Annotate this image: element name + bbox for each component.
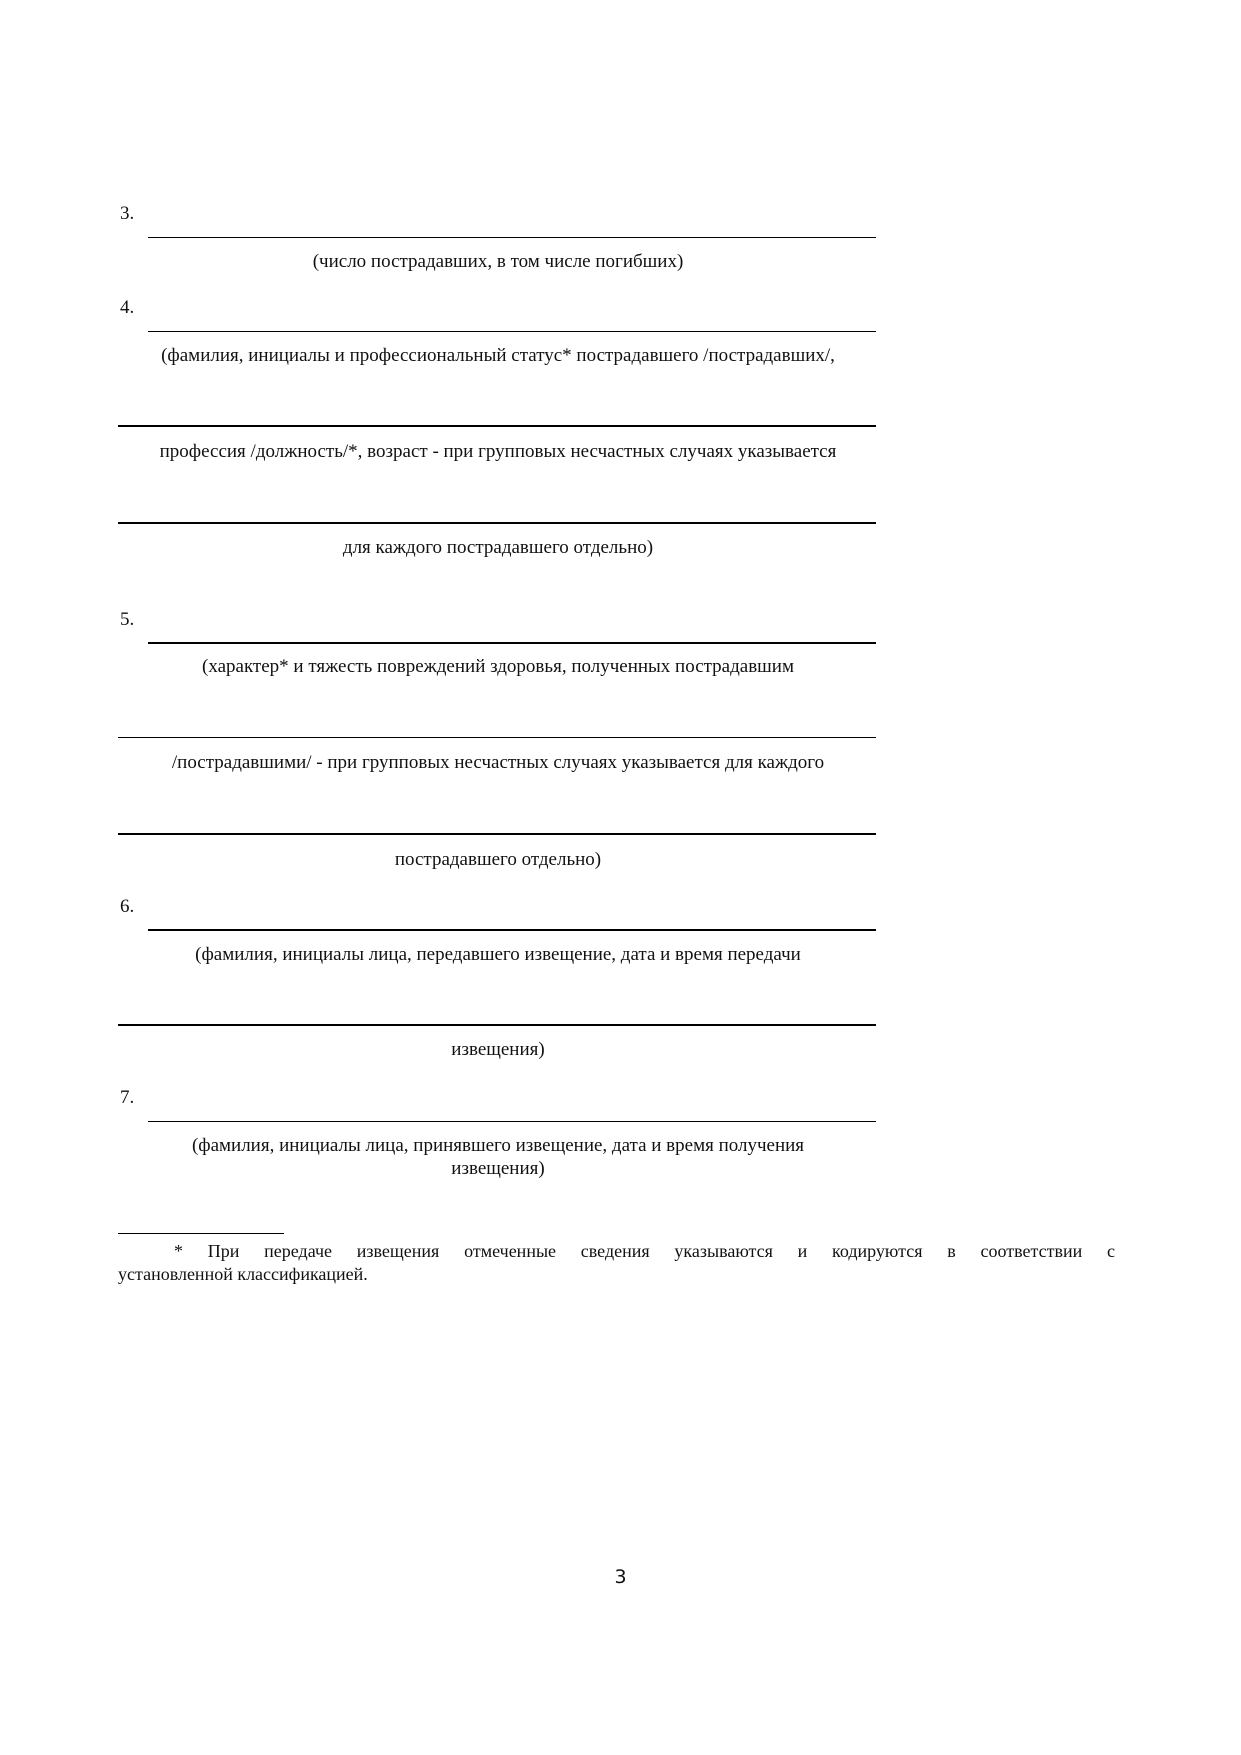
field-line-5c[interactable] <box>118 833 876 835</box>
item-number-4: 4. <box>120 297 135 318</box>
caption-4-line1: (фамилия, инициалы и профессиональный статус* пострадавшего /пострадавших/, <box>161 345 835 366</box>
field-line-3[interactable] <box>148 237 876 238</box>
caption-6-line1: (фамилия, инициалы лица, передавшего извещение, дата и время передачи <box>195 944 801 965</box>
caption-5-line3: пострадавшего отдельно) <box>394 849 602 870</box>
field-line-5b[interactable] <box>118 737 876 738</box>
field-line-6b[interactable] <box>118 1024 876 1026</box>
item-number-7: 7. <box>120 1087 135 1108</box>
footnote-line2: установленной классификацией. <box>118 1264 368 1284</box>
footnote-line1: * При передаче извещения отмеченные сведения указываются и кодируются в соответствии с <box>174 1241 1115 1261</box>
field-line-4a[interactable] <box>148 331 876 332</box>
item-number-3: 3. <box>120 203 135 224</box>
page-number: 3 <box>614 1566 627 1588</box>
caption-7-line2: извещения) <box>451 1158 545 1179</box>
field-line-6a[interactable] <box>148 929 876 931</box>
caption-5-line2: /пострадавшими/ - при групповых несчастных случаях указывается для каждого <box>171 752 825 773</box>
item-number-5: 5. <box>120 609 135 630</box>
caption-6-line2: извещения) <box>451 1039 545 1060</box>
caption-7-line1: (фамилия, инициалы лица, принявшего извещение, дата и время получения <box>191 1135 805 1156</box>
caption-4-line3: для каждого пострадавшего отдельно) <box>342 537 654 558</box>
field-line-4b[interactable] <box>118 425 876 427</box>
field-line-5a[interactable] <box>148 642 876 644</box>
caption-3: (число пострадавших, в том числе погибших) <box>312 251 684 272</box>
caption-5-line1: (характер* и тяжесть повреждений здоровья, полученных пострадавшим <box>202 656 794 677</box>
footnote <box>118 1240 1115 1286</box>
field-line-7[interactable] <box>148 1121 876 1122</box>
caption-4-line2: профессия /должность/*, возраст - при групповых несчастных случаях указывается <box>159 441 837 462</box>
field-line-4c[interactable] <box>118 522 876 524</box>
footnote-separator <box>118 1233 284 1234</box>
item-number-6: 6. <box>120 896 135 917</box>
